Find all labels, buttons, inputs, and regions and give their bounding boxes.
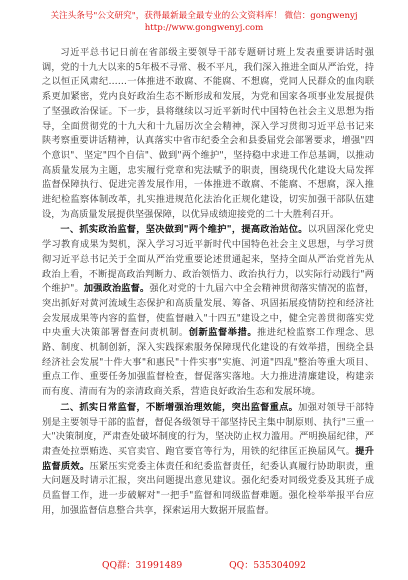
section-1-subtitle-3: 创新监督举措。 xyxy=(188,327,258,339)
footer-qq-group: QQ群：31991489 xyxy=(102,560,183,571)
header-promo-line: 关注头条号"公文研究"，获得最新最全最专业的公文资料库！ 微信：gongwenyj xyxy=(50,11,358,21)
section-2-text-2: 压紧压实党委主体责任和纪委监督责任，纪委认真履行协助职责，重大问题及时请示汇报，突出问题提出意见建议。强化纪委对同级党委及其班子成员监督工作，进一步破解对"一把手"监督和同级监督难题。强化检举举报平台应用，加强监督信息整合共享，探索运用大数据开展监督。 xyxy=(42,460,375,516)
section-1-paragraph xyxy=(42,223,374,399)
intro-paragraph: 习近平总书记日前在省部级主要领导干部专题研讨班上发表重要讲话时强调，党的十九大以来的5年极不寻常、极不平凡，我们深入推进全面从严治党，持之以恒正风肃纪……一体推进不敢腐、不能腐、不想腐，党同人民群众的血肉联系更加紧密，党内良好政治生态不断形成和发展，为党和国家各项事业发展提供了坚强政治保证。下一步，县将继续以习近平新时代中国特色社会主义思想为指导，全面贯彻党的十九大和十九届历次全会精神，深入学习贯彻习近平总书记来陕考察重要讲话精神，认真落实中省市纪委全会和县委届党会部署要求，增强"四个意识"、坚定"四个自信"、做到"两个维护"，坚持稳中求进工作总基调，以推动高质量发展为主题，忠实履行党章和宪法赋予的职责，围绕现代化建设大局发挥监督保障执行、促进完善发展作用，一体推进不敢腐、不能腐、不想腐，深入推进纪检监察体制改革，扎实推进规范化法治化正规化建设，切实加强干部队伍建设，为高质量发展提供坚强保障，以优异成绩迎接党的二十大胜利召开。 xyxy=(42,47,374,220)
section-2-subtitle-2: 提升监督质效。 xyxy=(42,445,374,472)
section-1-text-3: 推进纪检监察工作理念、思路、制度、机制创新，深入实践探索服务保障现代化建设的有效举措，围绕全县经济社会发展"十件大事"和惠民"十件实事"实施、河道"四乱"整治等重大项目、重点工作、重要任务加强监督检查，督促落实落地。大力推进清廉建设，构建亲而有度、清而有为的亲清政商关系，营造良好政治生态和发展环境。 xyxy=(42,327,374,398)
document-body xyxy=(42,46,374,519)
section-2-paragraph xyxy=(42,401,374,519)
section-1-title: 一、抓实政治监督，坚决做到"两个维护"，提高政治站位。 xyxy=(60,224,308,236)
page-footer xyxy=(0,557,408,571)
section-1-subtitle-2: 加强政治监督。 xyxy=(83,283,150,295)
section-2-text: 加强对领导干部特别是主要领导干部的监督，督促各级领导干部坚持民主集中制原则、执行"三重一大"决策制度，严肃查处破坏制度的行为，坚决防止权力滥用。严明换届纪律，严肃查处拉票贿选、买官卖官、跑官要官等行为，用铁的纪律匡正换届风气。 xyxy=(42,401,374,457)
section-2-title: 二、抓实日常监督，不断增强治理效能，突出监督重点。 xyxy=(60,401,299,413)
page-header xyxy=(0,10,408,34)
header-url-line: http://www.gongwenyj.com xyxy=(144,23,264,33)
section-1-text-2: 强化对党的十九届六中全会精神贯彻落实情况的监督，突出抓好对黄河流域生态保护和高质量发展、筹备、巩固拓展疫情防控和经济社会发展成果等内容的监督，使监督融入"十四五"建设之中，健全完善贯彻落实党中央重大决策部署督查问责机制。 xyxy=(42,283,374,339)
section-1-text: 以巩固深化党史学习教育成果为契机，深入学习习近平新时代中国特色社会主义思想，与学习贯彻习近平总书记关于全面从严治党重要论述贯通起来，坚持全面从严治党首先从政治上看，不断提高政治判断力、政治领悟力、政治执行力，以实际行动践行"两个维护"。 xyxy=(42,224,374,295)
footer-qq-number: QQ：535304092 xyxy=(229,560,306,571)
